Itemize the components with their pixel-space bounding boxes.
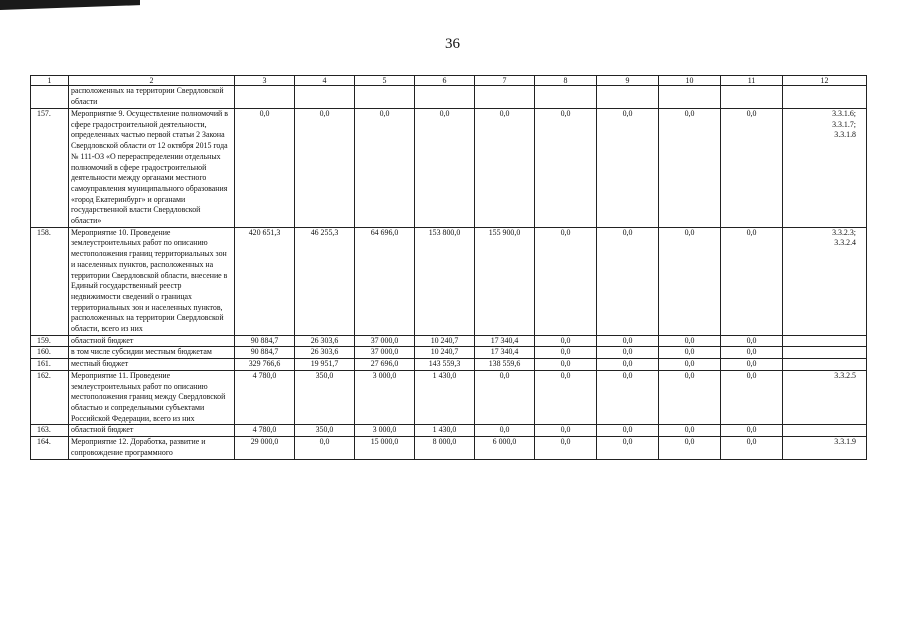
value-cell: 0,0 — [659, 437, 721, 459]
column-number: 11 — [721, 76, 783, 86]
scan-edge-mark — [0, 0, 140, 10]
table-row — [31, 359, 867, 371]
value-cell: 329 766,6 — [235, 359, 295, 371]
value-cell: 0,0 — [721, 359, 783, 371]
value-cell: 0,0 — [721, 109, 783, 228]
value-cell: 155 900,0 — [475, 227, 535, 335]
value-cell — [475, 86, 535, 109]
row-number — [31, 86, 69, 109]
value-cell: 153 800,0 — [415, 227, 475, 335]
value-cell: 0,0 — [355, 109, 415, 228]
table-row — [31, 86, 867, 109]
row-description: областной бюджет — [69, 425, 235, 437]
value-cell: 350,0 — [295, 425, 355, 437]
column-number: 12 — [783, 76, 867, 86]
table-row — [31, 335, 867, 347]
target-indicator-codes — [783, 425, 867, 437]
value-cell: 26 303,6 — [295, 347, 355, 359]
row-number: 157. — [31, 109, 69, 228]
value-cell: 0,0 — [597, 437, 659, 459]
table-body — [31, 76, 867, 460]
column-number: 3 — [235, 76, 295, 86]
value-cell: 27 696,0 — [355, 359, 415, 371]
value-cell: 0,0 — [535, 347, 597, 359]
value-cell: 0,0 — [597, 335, 659, 347]
value-cell: 420 651,3 — [235, 227, 295, 335]
value-cell: 0,0 — [659, 335, 721, 347]
table-row — [31, 109, 867, 228]
target-indicator-codes — [783, 359, 867, 371]
value-cell: 0,0 — [721, 437, 783, 459]
value-cell: 37 000,0 — [355, 335, 415, 347]
value-cell: 0,0 — [721, 227, 783, 335]
value-cell: 1 430,0 — [415, 425, 475, 437]
value-cell: 0,0 — [535, 109, 597, 228]
column-number: 10 — [659, 76, 721, 86]
row-description: областной бюджет — [69, 335, 235, 347]
value-cell: 3 000,0 — [355, 370, 415, 425]
value-cell: 0,0 — [535, 370, 597, 425]
page-number: 36 — [445, 36, 460, 52]
column-number: 1 — [31, 76, 69, 86]
value-cell: 8 000,0 — [415, 437, 475, 459]
value-cell: 0,0 — [659, 347, 721, 359]
value-cell — [721, 86, 783, 109]
target-indicator-codes — [783, 347, 867, 359]
value-cell: 0,0 — [475, 109, 535, 228]
column-number: 6 — [415, 76, 475, 86]
value-cell: 0,0 — [597, 359, 659, 371]
value-cell: 0,0 — [295, 437, 355, 459]
value-cell — [535, 86, 597, 109]
value-cell: 138 559,6 — [475, 359, 535, 371]
target-indicator-codes: 3.3.2.5 — [783, 370, 867, 425]
value-cell — [415, 86, 475, 109]
row-description: Мероприятие 10. Проведение землеустроительных работ по описанию местоположения границ территориальных зон и населенных пунктов, расположенных на территории Свердловской области, внесение в Единый государственный реестр недвижимости сведений о границах территориальных зон и населенных пунктов, расположенных на территории Свердловской области, всего из них — [69, 227, 235, 335]
value-cell: 0,0 — [597, 347, 659, 359]
row-description: Мероприятие 12. Доработка, развитие и сопровождение программного — [69, 437, 235, 459]
value-cell: 0,0 — [415, 109, 475, 228]
budget-table — [30, 75, 867, 460]
row-description: в том числе субсидии местным бюджетам — [69, 347, 235, 359]
value-cell: 0,0 — [659, 370, 721, 425]
row-number: 158. — [31, 227, 69, 335]
column-number: 7 — [475, 76, 535, 86]
value-cell: 19 951,7 — [295, 359, 355, 371]
column-number: 2 — [69, 76, 235, 86]
row-number: 159. — [31, 335, 69, 347]
column-number-row — [31, 76, 867, 86]
value-cell: 0,0 — [597, 109, 659, 228]
value-cell: 0,0 — [535, 437, 597, 459]
value-cell: 10 240,7 — [415, 335, 475, 347]
value-cell: 0,0 — [659, 109, 721, 228]
value-cell: 0,0 — [597, 227, 659, 335]
value-cell: 0,0 — [535, 227, 597, 335]
value-cell: 90 884,7 — [235, 347, 295, 359]
value-cell: 0,0 — [597, 370, 659, 425]
value-cell: 3 000,0 — [355, 425, 415, 437]
target-indicator-codes: 3.3.1.6; 3.3.1.7; 3.3.1.8 — [783, 109, 867, 228]
value-cell: 0,0 — [535, 425, 597, 437]
row-number: 162. — [31, 370, 69, 425]
table-row — [31, 227, 867, 335]
value-cell: 0,0 — [659, 425, 721, 437]
value-cell: 0,0 — [659, 227, 721, 335]
value-cell: 0,0 — [535, 335, 597, 347]
value-cell: 37 000,0 — [355, 347, 415, 359]
value-cell — [659, 86, 721, 109]
value-cell: 143 559,3 — [415, 359, 475, 371]
row-description: местный бюджет — [69, 359, 235, 371]
target-indicator-codes — [783, 86, 867, 109]
value-cell: 6 000,0 — [475, 437, 535, 459]
value-cell: 0,0 — [721, 335, 783, 347]
target-indicator-codes: 3.3.1.9 — [783, 437, 867, 459]
value-cell: 350,0 — [295, 370, 355, 425]
value-cell: 0,0 — [235, 109, 295, 228]
value-cell: 0,0 — [721, 347, 783, 359]
value-cell: 4 780,0 — [235, 370, 295, 425]
row-description: Мероприятие 11. Проведение землеустроительных работ по описанию местоположения границ между Свердловской областью и сопредельными субъектами Российской Федерации, всего из них — [69, 370, 235, 425]
row-number: 161. — [31, 359, 69, 371]
value-cell: 29 000,0 — [235, 437, 295, 459]
value-cell: 10 240,7 — [415, 347, 475, 359]
row-description: расположенных на территории Свердловской области — [69, 86, 235, 109]
row-number: 160. — [31, 347, 69, 359]
value-cell: 0,0 — [295, 109, 355, 228]
value-cell: 0,0 — [475, 370, 535, 425]
value-cell: 26 303,6 — [295, 335, 355, 347]
value-cell: 17 340,4 — [475, 347, 535, 359]
table-row — [31, 437, 867, 459]
value-cell: 90 884,7 — [235, 335, 295, 347]
value-cell — [597, 86, 659, 109]
target-indicator-codes: 3.3.2.3; 3.3.2.4 — [783, 227, 867, 335]
column-number: 9 — [597, 76, 659, 86]
value-cell: 4 780,0 — [235, 425, 295, 437]
value-cell — [355, 86, 415, 109]
value-cell: 46 255,3 — [295, 227, 355, 335]
value-cell: 15 000,0 — [355, 437, 415, 459]
value-cell: 0,0 — [475, 425, 535, 437]
column-number: 4 — [295, 76, 355, 86]
value-cell: 0,0 — [721, 370, 783, 425]
value-cell: 64 696,0 — [355, 227, 415, 335]
row-number: 164. — [31, 437, 69, 459]
row-number: 163. — [31, 425, 69, 437]
value-cell — [295, 86, 355, 109]
column-number: 5 — [355, 76, 415, 86]
value-cell: 1 430,0 — [415, 370, 475, 425]
value-cell — [235, 86, 295, 109]
column-number: 8 — [535, 76, 597, 86]
target-indicator-codes — [783, 335, 867, 347]
value-cell: 0,0 — [721, 425, 783, 437]
value-cell: 0,0 — [597, 425, 659, 437]
row-description: Мероприятие 9. Осуществление полномочий в сфере градостроительной деятельности, определенных частью первой статьи 2 Закона Свердловской области от 12 октября 2015 года № 111-ОЗ «О перераспределении отдельных полномочий в сфере градостроительной деятельности между органами местного самоуправления муниципального образования «город Екатеринбург» и органами государственной власти Свердловской области» — [69, 109, 235, 228]
table-row — [31, 370, 867, 425]
value-cell: 17 340,4 — [475, 335, 535, 347]
table-row — [31, 425, 867, 437]
value-cell: 0,0 — [535, 359, 597, 371]
table-row — [31, 347, 867, 359]
value-cell: 0,0 — [659, 359, 721, 371]
